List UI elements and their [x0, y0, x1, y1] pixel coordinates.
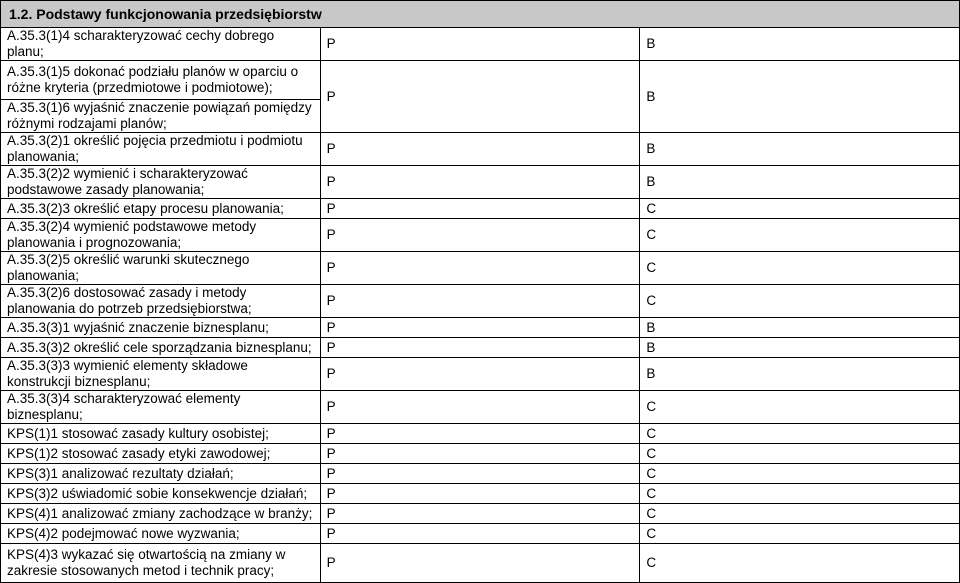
table-row [1, 484, 960, 504]
row-level: P [320, 285, 640, 318]
row-level: P [320, 484, 640, 504]
table-row [1, 61, 960, 100]
row-description: KPS(1)1 stosować zasady kultury osobistej; [1, 424, 321, 444]
row-level: P [320, 444, 640, 464]
table-row [1, 444, 960, 464]
row-category: B [640, 166, 960, 199]
row-category: B [640, 61, 960, 133]
row-description: KPS(4)2 podejmować nowe wyzwania; [1, 524, 321, 544]
row-level: P [320, 61, 640, 133]
row-category: B [640, 338, 960, 358]
row-description: A.35.3(2)6 dostosować zasady i metody planowania do potrzeb przedsiębiorstwa; [1, 285, 321, 318]
row-category: C [640, 424, 960, 444]
row-level: P [320, 391, 640, 424]
row-category: B [640, 358, 960, 391]
row-category: C [640, 464, 960, 484]
table-row [1, 133, 960, 166]
row-level: P [320, 338, 640, 358]
table-row [1, 199, 960, 219]
row-category: C [640, 504, 960, 524]
row-category: C [640, 524, 960, 544]
row-description: KPS(3)1 analizować rezultaty działań; [1, 464, 321, 484]
row-description: KPS(4)3 wykazać się otwartością na zmiany w zakresie stosowanych metod i technik pracy; [1, 544, 321, 583]
row-description: A.35.3(1)5 dokonać podziału planów w oparciu o różne kryteria (przedmiotowe i podmiotowe); [1, 61, 321, 100]
row-level: P [320, 199, 640, 219]
table-row [1, 391, 960, 424]
row-category: C [640, 484, 960, 504]
row-level: P [320, 358, 640, 391]
row-level: P [320, 252, 640, 285]
row-description: A.35.3(2)3 określić etapy procesu planowania; [1, 199, 321, 219]
row-description: A.35.3(3)4 scharakteryzować elementy biznesplanu; [1, 391, 321, 424]
row-description: A.35.3(1)4 scharakteryzować cechy dobrego planu; [1, 28, 321, 61]
table-row [1, 424, 960, 444]
row-category: B [640, 28, 960, 61]
row-category: C [640, 219, 960, 252]
row-description: A.35.3(1)6 wyjaśnić znaczenie powiązań pomiędzy różnymi rodzajami planów; [1, 100, 321, 133]
table-row [1, 544, 960, 583]
row-level: P [320, 424, 640, 444]
row-level: P [320, 166, 640, 199]
row-description: KPS(4)1 analizować zmiany zachodzące w branży; [1, 504, 321, 524]
row-level: P [320, 524, 640, 544]
table-row [1, 464, 960, 484]
row-description: A.35.3(2)5 określić warunki skutecznego planowania; [1, 252, 321, 285]
table-row [1, 524, 960, 544]
table-row [1, 166, 960, 199]
row-category: C [640, 252, 960, 285]
row-category: C [640, 544, 960, 583]
row-description: KPS(1)2 stosować zasady etyki zawodowej; [1, 444, 321, 464]
row-description: KPS(3)2 uświadomić sobie konsekwencje działań; [1, 484, 321, 504]
row-category: C [640, 199, 960, 219]
row-level: P [320, 504, 640, 524]
row-category: C [640, 391, 960, 424]
table-row [1, 318, 960, 338]
section-title: 1.2. Podstawy funkcjonowania przedsiębiorstw [1, 1, 960, 28]
row-category: C [640, 285, 960, 318]
row-category: B [640, 133, 960, 166]
row-description: A.35.3(2)2 wymienić i scharakteryzować podstawowe zasady planowania; [1, 166, 321, 199]
row-description: A.35.3(3)3 wymienić elementy składowe konstrukcji biznesplanu; [1, 358, 321, 391]
row-level: P [320, 318, 640, 338]
table-row [1, 28, 960, 61]
row-description: A.35.3(2)4 wymienić podstawowe metody planowania i prognozowania; [1, 219, 321, 252]
row-category: C [640, 444, 960, 464]
row-level: P [320, 133, 640, 166]
table-row [1, 338, 960, 358]
row-description: A.35.3(3)1 wyjaśnić znaczenie biznesplanu; [1, 318, 321, 338]
table-row [1, 219, 960, 252]
row-category: B [640, 318, 960, 338]
table-row [1, 504, 960, 524]
table-row [1, 285, 960, 318]
section-header-row [1, 1, 960, 28]
row-level: P [320, 464, 640, 484]
row-level: P [320, 219, 640, 252]
row-description: A.35.3(2)1 określić pojęcia przedmiotu i podmiotu planowania; [1, 133, 321, 166]
row-level: P [320, 544, 640, 583]
row-description: A.35.3(3)2 określić cele sporządzania biznesplanu; [1, 338, 321, 358]
table-row [1, 358, 960, 391]
row-level: P [320, 28, 640, 61]
table-row [1, 252, 960, 285]
